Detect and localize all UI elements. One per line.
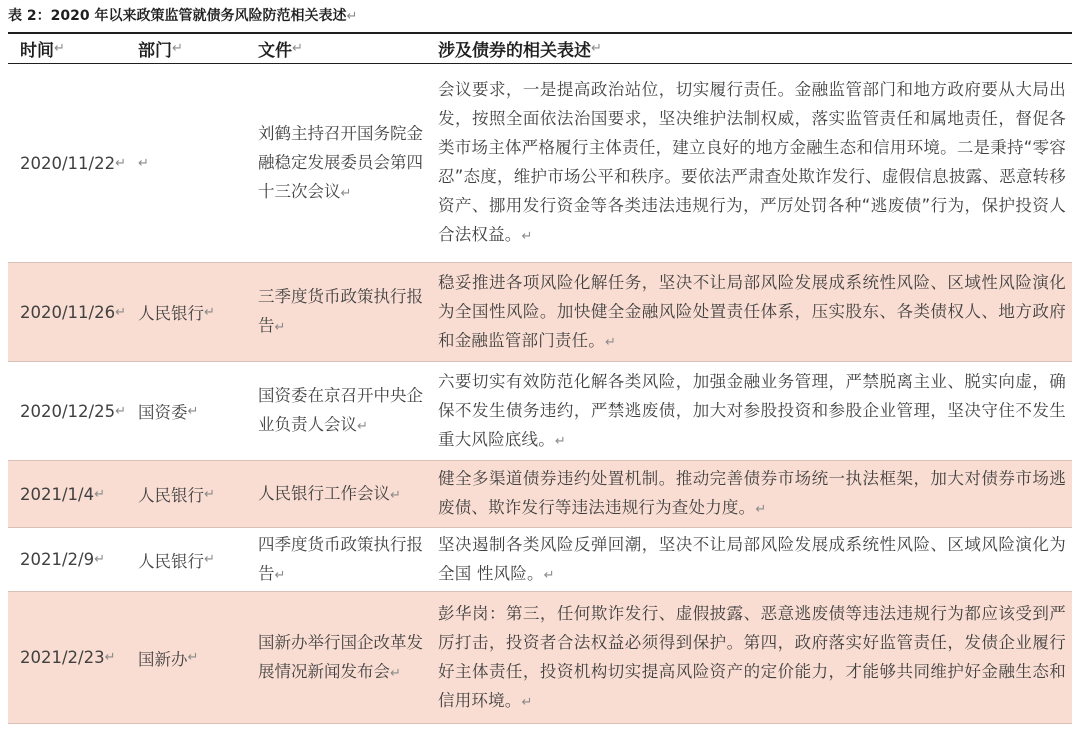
desc-text: 六要切实有效防范化解各类风险，加强金融业务管理，严禁脱离主业、脱实向虚，确保不发生债务违约，严禁逃废债，加大对参股投资和参股企业管理，坚决守住不发生重大风险底线。 bbox=[438, 371, 1066, 449]
doc-cell bbox=[248, 64, 428, 262]
paragraph-mark-icon: ↵ bbox=[521, 694, 533, 710]
paragraph-mark-icon: ↵ bbox=[204, 304, 215, 320]
header-dept bbox=[128, 34, 248, 63]
paragraph-mark-icon: ↵ bbox=[292, 41, 303, 56]
desc-cell bbox=[428, 592, 1072, 723]
desc-text: 彭华岗：第三，任何欺诈发行、虚假披露、恶意逃废债等违法违规行为都应该受到严厉打击，投资者合法权益必须得到保护。第四，政府落实好监管责任，发债企业履行好主体责任，投资机构切实提高风险资产的定价能力，才能够共同维护好金融生态和信用环境。 bbox=[438, 603, 1066, 710]
dept-cell bbox=[128, 64, 248, 262]
date-cell bbox=[8, 528, 128, 591]
dept-cell bbox=[128, 461, 248, 527]
paragraph-mark-icon: ↵ bbox=[115, 304, 127, 320]
policy-table bbox=[8, 32, 1072, 724]
date-text: 2020/11/22 bbox=[20, 153, 116, 173]
desc-text: 健全多渠道债券违约处置机制。推动完善债券市场统一执法框架，加大对债券市场逃废债、欺诈发行等违法违规行为查处力度。 bbox=[438, 469, 1066, 517]
caption-text: 表 2：2020 年以来政策监管就债务风险防范相关表述 bbox=[8, 8, 347, 24]
table-row bbox=[8, 64, 1072, 263]
paragraph-mark-icon: ↵ bbox=[138, 155, 149, 171]
paragraph-mark-icon: ↵ bbox=[521, 229, 533, 244]
date-cell bbox=[8, 362, 128, 460]
doc-cell bbox=[248, 528, 428, 591]
doc-text: 四季度货币政策执行报告 bbox=[258, 534, 423, 583]
paragraph-mark-icon: ↵ bbox=[187, 650, 199, 665]
paragraph-mark-icon: ↵ bbox=[104, 650, 116, 665]
paragraph-mark-icon: ↵ bbox=[274, 320, 286, 335]
paragraph-mark-icon: ↵ bbox=[390, 487, 401, 503]
doc-cell bbox=[248, 592, 428, 723]
header-date-label: 时间 bbox=[20, 41, 54, 61]
date-cell bbox=[8, 64, 128, 262]
desc-cell bbox=[428, 362, 1072, 460]
date-text: 2021/1/4 bbox=[20, 484, 95, 504]
date-text: 2020/12/25 bbox=[20, 401, 116, 421]
table-header-row bbox=[8, 34, 1072, 64]
desc-text: 会议要求，一是提高政治站位，切实履行责任。金融监管部门和地方政府要从大局出发，按照全面依法治国要求，坚决维护法制权威，落实监管责任和属地责任，督促各类市场主体严格履行主体责任，建立良好的地方金融生态和信用环境。二是秉持“零容忍”态度，维护市场公平和秩序。要依法严肃查处欺诈发行、虚假信息披露、恶意转移资产、挪用发行资金等各类违法违规行为，严厉处罚各种“逃废债”行为，保护投资人合法权益。 bbox=[438, 80, 1066, 244]
paragraph-mark-icon: ↵ bbox=[605, 334, 617, 350]
paragraph-mark-icon: ↵ bbox=[591, 41, 602, 56]
table-caption bbox=[8, 4, 357, 28]
desc-cell bbox=[428, 528, 1072, 591]
dept-text: 国新办 bbox=[138, 649, 188, 669]
date-text: 2021/2/9 bbox=[20, 550, 95, 569]
table-row bbox=[8, 362, 1072, 461]
desc-cell bbox=[428, 263, 1072, 361]
desc-cell bbox=[428, 64, 1072, 262]
dept-cell bbox=[128, 528, 248, 591]
paragraph-mark-icon: ↵ bbox=[94, 486, 106, 502]
date-cell bbox=[8, 592, 128, 723]
paragraph-mark-icon: ↵ bbox=[115, 403, 127, 419]
header-desc-label: 涉及债券的相关表述 bbox=[438, 41, 591, 61]
doc-cell bbox=[248, 362, 428, 460]
paragraph-mark-icon: ↵ bbox=[390, 665, 401, 681]
table-row bbox=[8, 263, 1072, 362]
paragraph-mark-icon: ↵ bbox=[543, 567, 555, 583]
doc-text: 国资委在京召开中央企业负责人会议 bbox=[258, 386, 423, 434]
paragraph-mark-icon: ↵ bbox=[357, 419, 368, 434]
table-row bbox=[8, 592, 1072, 724]
paragraph-mark-icon: ↵ bbox=[94, 552, 106, 567]
paragraph-mark-icon: ↵ bbox=[204, 552, 215, 567]
date-cell bbox=[8, 263, 128, 361]
header-doc-label: 文件 bbox=[258, 41, 292, 61]
header-date bbox=[8, 34, 128, 63]
paragraph-mark-icon: ↵ bbox=[172, 41, 183, 56]
paragraph-mark-icon: ↵ bbox=[204, 486, 215, 502]
desc-text: 坚决遏制各类风险反弹回潮，坚决不让局部风险发展成系统性风险、区域风险演化为全国 性风险。 bbox=[438, 534, 1066, 583]
date-text: 2020/11/26 bbox=[20, 302, 116, 322]
dept-text: 人民银行 bbox=[138, 551, 204, 571]
date-text: 2021/2/23 bbox=[20, 648, 105, 667]
dept-cell bbox=[128, 263, 248, 361]
paragraph-mark-icon: ↵ bbox=[54, 41, 65, 56]
paragraph-mark-icon: ↵ bbox=[274, 567, 286, 583]
table-row bbox=[8, 461, 1072, 528]
paragraph-mark-icon: ↵ bbox=[346, 9, 358, 24]
doc-text: 国新办举行国企改革发展情况新闻发布会 bbox=[258, 632, 423, 681]
header-dept-label: 部门 bbox=[138, 41, 172, 61]
dept-text: 人民银行 bbox=[138, 304, 204, 323]
dept-text: 人民银行 bbox=[138, 486, 204, 505]
paragraph-mark-icon: ↵ bbox=[340, 185, 352, 201]
desc-text: 稳妥推进各项风险化解任务，坚决不让局部风险发展成系统性风险、区域性风险演化为全国性风险。加快健全金融风险处置责任体系，压实股东、各类债权人、地方政府和金融监管部门责任。 bbox=[438, 272, 1066, 350]
table-row bbox=[8, 528, 1072, 592]
doc-text: 人民银行工作会议 bbox=[258, 483, 390, 503]
paragraph-mark-icon: ↵ bbox=[554, 433, 566, 449]
header-doc bbox=[248, 34, 428, 63]
doc-text: 三季度货币政策执行报告 bbox=[258, 287, 423, 335]
doc-text: 刘鹤主持召开国务院金融稳定发展委员会第四十三次会议 bbox=[258, 123, 423, 201]
desc-cell bbox=[428, 461, 1072, 527]
paragraph-mark-icon: ↵ bbox=[115, 155, 127, 171]
paragraph-mark-icon: ↵ bbox=[755, 502, 767, 517]
doc-cell bbox=[248, 263, 428, 361]
dept-text: 国资委 bbox=[138, 403, 188, 422]
header-desc bbox=[428, 34, 1072, 63]
dept-cell bbox=[128, 592, 248, 723]
dept-cell bbox=[128, 362, 248, 460]
date-cell bbox=[8, 461, 128, 527]
paragraph-mark-icon: ↵ bbox=[187, 403, 199, 419]
doc-cell bbox=[248, 461, 428, 527]
